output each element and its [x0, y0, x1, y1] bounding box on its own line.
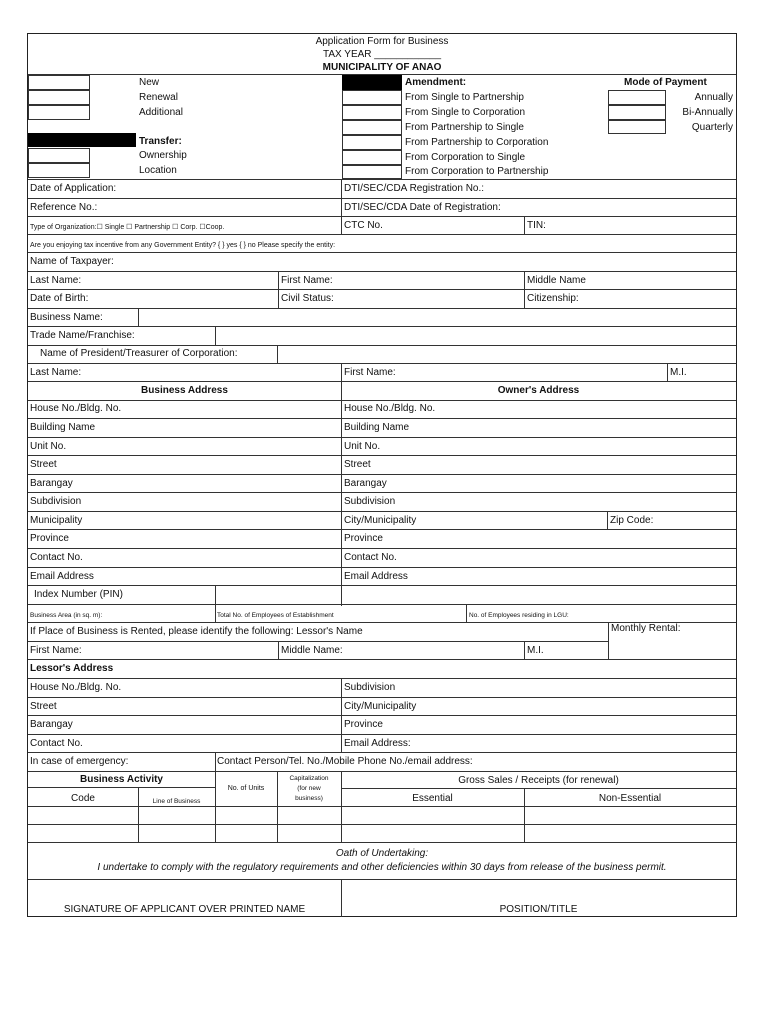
name-of-taxpayer-label: Name of Taxpayer: — [30, 256, 114, 267]
rented-label: If Place of Business is Rented, please identify the following: Lessor's Name — [30, 626, 363, 637]
renewal-checkbox[interactable] — [28, 90, 90, 105]
amend-checkbox-1[interactable] — [342, 90, 402, 105]
dti-reg-no-label: DTI/SEC/CDA Registration No.: — [344, 183, 485, 194]
quarterly-checkbox[interactable] — [608, 120, 666, 134]
middle-name-label: Middle Name — [527, 275, 586, 286]
additional-label: Additional — [139, 107, 183, 118]
amend-checkbox-5[interactable] — [342, 150, 402, 165]
business-address-heading: Business Address — [141, 385, 228, 396]
amend-option-5: From Corporation to Single — [405, 152, 526, 163]
biz-municipality: Municipality — [30, 515, 83, 526]
lessor-email: Email Address: — [344, 738, 411, 749]
own-city-municipality: City/Municipality — [344, 515, 417, 526]
lessor-street: Street — [30, 701, 57, 712]
cap-header-2: (for new — [297, 785, 321, 792]
applicant-signature-field[interactable]: SIGNATURE OF APPLICANT OVER PRINTED NAME — [63, 904, 306, 915]
location-checkbox[interactable] — [28, 163, 90, 178]
tax-year[interactable]: TAX YEAR ____________ — [322, 49, 442, 60]
zip-code-label: Zip Code: — [610, 515, 654, 526]
amendment-redaction — [342, 75, 402, 90]
own-street: Street — [344, 459, 371, 470]
monthly-rental-label: Monthly Rental: — [611, 623, 681, 634]
ownership-label: Ownership — [139, 150, 187, 161]
own-subdivision: Subdivision — [344, 496, 396, 507]
amend-checkbox-3[interactable] — [342, 120, 402, 135]
oath-text: I undertake to comply with the regulatory requirements and other deficiencies within 30 days from release of the business permit. — [97, 862, 667, 873]
biz-email: Email Address — [30, 571, 94, 582]
line-of-business-header: Line of Business — [152, 798, 201, 805]
biz-building-name: Building Name — [30, 422, 96, 433]
new-checkbox[interactable] — [28, 75, 90, 90]
amend-checkbox-6[interactable] — [342, 165, 402, 179]
units-column-header: No. of Units — [227, 785, 265, 792]
renewal-label: Renewal — [139, 92, 178, 103]
activity-row[interactable] — [28, 824, 736, 825]
lessor-mi-label: M.I. — [527, 645, 544, 656]
date-of-application-label: Date of Application: — [30, 183, 117, 194]
amend-option-4: From Partnership to Corporation — [405, 137, 549, 148]
owner-address-heading: Owner's Address — [497, 385, 580, 396]
own-email: Email Address — [344, 571, 408, 582]
transfer-label: Transfer: — [139, 136, 182, 147]
employees-lgu-label: No. of Employees residing in LGU: — [469, 612, 569, 619]
cap-header-3: business) — [295, 795, 323, 802]
business-name-label: Business Name: — [30, 312, 103, 323]
new-label: New — [139, 77, 160, 88]
amend-option-3: From Partnership to Single — [405, 122, 524, 133]
amend-option-6: From Corporation to Partnership — [405, 166, 549, 177]
org-type-field[interactable]: Type of Organization:☐ Single ☐ Partnership ☐ Corp. ☐Coop. — [30, 224, 225, 231]
biz-subdivision: Subdivision — [30, 496, 82, 507]
annually-checkbox[interactable] — [608, 90, 666, 105]
biz-barangay: Barangay — [30, 478, 73, 489]
own-unit-no: Unit No. — [344, 441, 381, 452]
lessor-city: City/Municipality — [344, 701, 417, 712]
ownership-checkbox[interactable] — [28, 148, 90, 163]
lessor-barangay: Barangay — [30, 719, 73, 730]
oath-title: Oath of Undertaking: — [335, 848, 429, 859]
biz-street: Street — [30, 459, 57, 470]
position-title-field[interactable]: POSITION/TITLE — [499, 904, 578, 915]
civil-status-label: Civil Status: — [281, 293, 334, 304]
annually-label: Annually — [694, 92, 733, 103]
gross-sales-header: Gross Sales / Receipts (for renewal) — [458, 775, 619, 786]
cap-header-1: Capitalization — [289, 775, 329, 782]
citizenship-label: Citizenship: — [527, 293, 579, 304]
reference-no-label: Reference No.: — [30, 202, 98, 213]
additional-checkbox[interactable] — [28, 105, 90, 120]
bi-annually-checkbox[interactable] — [608, 105, 666, 120]
essential-header: Essential — [412, 793, 453, 804]
location-label: Location — [139, 165, 177, 176]
amend-checkbox-2[interactable] — [342, 105, 402, 120]
lessor-address-heading: Lessor's Address — [30, 663, 114, 674]
president-mi-label: M.I. — [670, 367, 687, 378]
ctc-no-label: CTC No. — [344, 220, 383, 231]
quarterly-label: Quarterly — [691, 122, 733, 133]
non-essential-header: Non-Essential — [598, 793, 662, 804]
dti-date-label: DTI/SEC/CDA Date of Registration: — [344, 202, 501, 213]
first-name-label: First Name: — [281, 275, 333, 286]
business-activity-heading: Business Activity — [80, 774, 163, 785]
biz-unit-no: Unit No. — [30, 441, 67, 452]
amendment-heading: Amendment: — [405, 77, 467, 88]
lessor-subdivision: Subdivision — [344, 682, 396, 693]
own-barangay: Barangay — [344, 478, 387, 489]
form-title: Application Form for Business — [315, 36, 449, 47]
pin-label: Index Number (PIN) — [34, 589, 123, 600]
total-employees-label: Total No. of Employees of Establishment — [217, 612, 334, 619]
municipality-name: MUNICIPALITY OF ANAO — [322, 62, 442, 73]
lessor-province: Province — [344, 719, 383, 730]
business-area-label: Business Area (in sq. m): — [30, 612, 103, 619]
emergency-contact-label: Contact Person/Tel. No./Mobile Phone No./email address: — [217, 756, 473, 767]
transfer-redaction — [28, 133, 136, 147]
code-column-header: Code — [71, 793, 95, 804]
own-building-name: Building Name — [344, 422, 410, 433]
president-first-name-label: First Name: — [344, 367, 396, 378]
activity-row[interactable] — [28, 842, 736, 843]
date-of-birth-label: Date of Birth: — [30, 293, 89, 304]
lessor-house-no: House No./Bldg. No. — [30, 682, 122, 693]
bi-annually-label: Bi-Annually — [682, 107, 733, 118]
last-name-label: Last Name: — [30, 275, 82, 286]
lessor-contact-no: Contact No. — [30, 738, 83, 749]
own-house-no: House No./Bldg. No. — [344, 403, 436, 414]
business-application-form — [27, 33, 737, 917]
payment-heading: Mode of Payment — [624, 77, 707, 88]
own-province: Province — [344, 533, 383, 544]
biz-province: Province — [30, 533, 69, 544]
amend-checkbox-4[interactable] — [342, 135, 402, 150]
lessor-middle-name-label: Middle Name: — [281, 645, 343, 656]
president-name-label: Name of President/Treasurer of Corporation: — [40, 348, 238, 359]
emergency-label: In case of emergency: — [30, 756, 129, 767]
tax-incentive-field[interactable]: Are you enjoying tax incentive from any Government Entity? { } yes { } no Please specify the entity: — [30, 242, 336, 249]
amend-option-2: From Single to Corporation — [405, 107, 526, 118]
own-contact-no: Contact No. — [344, 552, 397, 563]
trade-name-label: Trade Name/Franchise: — [30, 330, 135, 341]
biz-house-no: House No./Bldg. No. — [30, 403, 122, 414]
lessor-first-name-label: First Name: — [30, 645, 82, 656]
president-last-name-label: Last Name: — [30, 367, 82, 378]
amend-option-1: From Single to Partnership — [405, 92, 524, 103]
tin-label: TIN: — [527, 220, 546, 231]
biz-contact-no: Contact No. — [30, 552, 83, 563]
